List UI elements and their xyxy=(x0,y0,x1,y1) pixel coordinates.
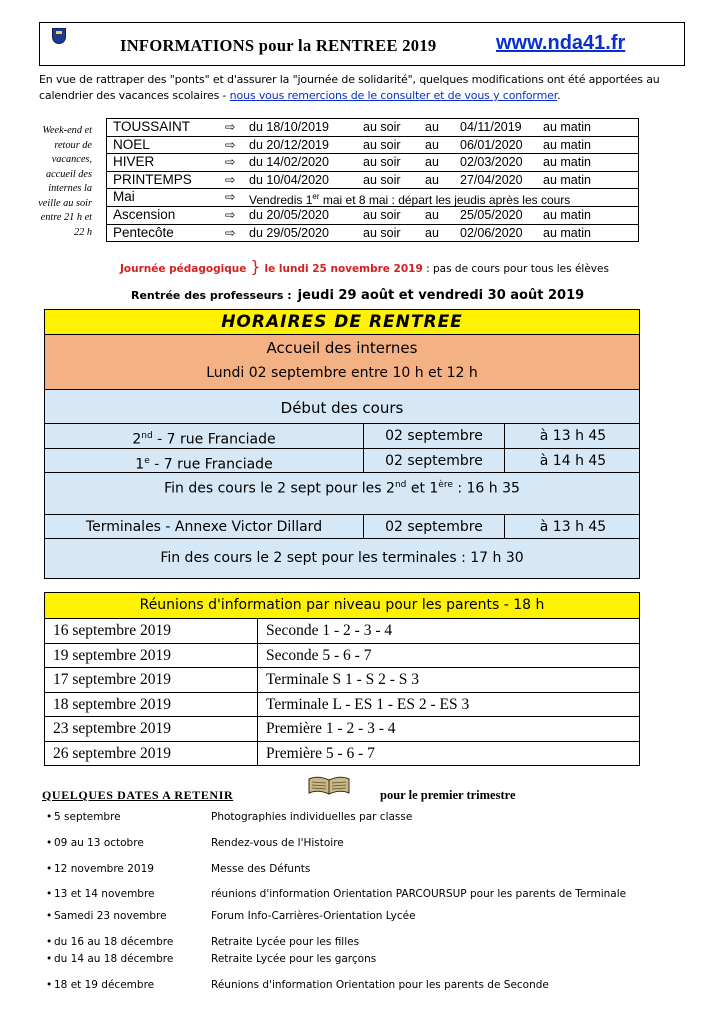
vacation-au: au xyxy=(425,155,439,170)
open-book-icon xyxy=(306,773,352,797)
bullet-icon: • xyxy=(46,863,53,875)
event-date xyxy=(46,953,173,965)
vacation-end: 27/04/2020 xyxy=(460,172,523,187)
vacation-morning: au matin xyxy=(543,225,591,240)
debut-title: Début des cours xyxy=(280,399,404,417)
bullet-icon: • xyxy=(46,837,53,849)
event-desc: Photographies individuelles par classe xyxy=(211,811,413,823)
event-date xyxy=(46,837,144,849)
debut-cours-section xyxy=(45,390,639,578)
vacation-start: du 10/04/2020 xyxy=(249,172,329,187)
event-date-text: 09 au 13 octobre xyxy=(54,837,144,849)
mai-note-sup: er xyxy=(312,192,320,202)
course-level: 2 xyxy=(132,431,142,448)
parents-meetings-table xyxy=(44,592,640,766)
jp-label: Journée pédagogique xyxy=(120,263,247,275)
vacation-evening: au soir xyxy=(363,225,401,240)
horaires-box xyxy=(44,309,640,579)
arrow-right-icon: ⇨ xyxy=(225,172,236,187)
accueil-internes xyxy=(45,335,639,390)
vacation-start: du 18/10/2019 xyxy=(249,120,329,134)
fin1-sup2: ère xyxy=(438,480,453,490)
vacation-morning: au matin xyxy=(543,207,591,222)
bullet-icon: • xyxy=(46,811,53,823)
course-row xyxy=(45,423,639,448)
vacation-end: 04/11/2019 xyxy=(460,120,522,134)
event-desc: Forum Info-Carrières-Orientation Lycée xyxy=(211,910,416,922)
vacation-morning: au matin xyxy=(543,120,591,134)
vacation-morning: au matin xyxy=(543,137,591,152)
table-row xyxy=(45,693,639,718)
table-row xyxy=(45,619,639,644)
rp-label: Rentrée des professeurs : xyxy=(131,289,292,302)
bullet-icon: • xyxy=(46,910,53,922)
meeting-level: Première 5 - 6 - 7 xyxy=(266,744,375,762)
course-level-sup: e xyxy=(144,456,150,466)
vacation-name: PRINTEMPS xyxy=(113,171,192,187)
course-who xyxy=(45,449,364,472)
vacation-name: TOUSSAINT xyxy=(113,119,191,134)
course-time: à 13 h 45 xyxy=(539,519,607,535)
event-desc: Réunions d'information Orientation pour les parents de Seconde xyxy=(211,979,549,991)
arrow-right-icon: ⇨ xyxy=(225,207,236,222)
event-date-text: Samedi 23 novembre xyxy=(54,910,167,922)
accueil-title: Accueil des internes xyxy=(266,339,418,357)
meeting-date: 18 septembre 2019 xyxy=(45,693,258,717)
vacation-end: 02/03/2020 xyxy=(460,155,523,170)
vacation-au: au xyxy=(425,120,439,134)
event-date-text: 13 et 14 novembre xyxy=(54,888,155,900)
bullet-icon: • xyxy=(46,953,53,965)
event-desc: Retraite Lycée pour les filles xyxy=(211,936,360,948)
vacation-au: au xyxy=(425,225,439,240)
bullet-icon: • xyxy=(46,888,53,900)
meeting-date: 26 septembre 2019 xyxy=(45,742,258,767)
vacation-au: au xyxy=(425,172,439,187)
vacation-start: du 20/05/2020 xyxy=(249,207,329,222)
vacation-morning: au matin xyxy=(543,172,591,187)
fin1-c: : 16 h 35 xyxy=(452,480,520,497)
vacation-row xyxy=(107,172,638,190)
event-desc: Rendez-vous de l'Histoire xyxy=(211,837,344,849)
event-date xyxy=(46,863,154,875)
meeting-level: Seconde 1 - 2 - 3 - 4 xyxy=(266,622,393,639)
vacation-evening: au soir xyxy=(363,120,401,134)
vacation-row xyxy=(107,119,638,137)
header-box xyxy=(39,22,685,66)
vacation-end: 06/01/2020 xyxy=(460,137,523,152)
meeting-date: 19 septembre 2019 xyxy=(45,644,258,668)
jp-rest: : pas de cours pour tous les élèves xyxy=(422,263,609,275)
event-date-text: 5 septembre xyxy=(54,811,121,823)
meeting-date: 23 septembre 2019 xyxy=(45,717,258,741)
fin1-sup1: nd xyxy=(394,480,407,490)
vacation-name: NOEL xyxy=(113,136,150,152)
meeting-level: Première 1 - 2 - 3 - 4 xyxy=(266,720,396,737)
dates-title: QUELQUES DATES A RETENIR xyxy=(42,788,234,802)
rp-dates: jeudi 29 août et vendredi 30 août 2019 xyxy=(297,288,585,303)
meeting-date: 16 septembre 2019 xyxy=(45,619,258,643)
fin1-a: Fin des cours le 2 sept pour les 2 xyxy=(164,480,395,497)
course-time: à 14 h 45 xyxy=(539,453,607,469)
vacation-au: au xyxy=(425,137,439,152)
jp-date: le lundi 25 novembre 2019 xyxy=(264,263,423,275)
mai-note xyxy=(249,189,570,209)
arrow-right-icon: ⇨ xyxy=(225,190,236,205)
vacation-evening: au soir xyxy=(363,207,401,222)
rentree-professeurs xyxy=(131,288,584,303)
meeting-level: Terminale L - ES 1 - ES 2 - ES 3 xyxy=(266,695,470,713)
dates-subtitle: pour le premier trimestre xyxy=(380,788,516,802)
vacation-end: 02/06/2020 xyxy=(460,225,523,240)
course-date: 02 septembre xyxy=(364,449,505,472)
website-link[interactable]: www.nda41.fr xyxy=(496,32,626,54)
bullet-icon: • xyxy=(46,936,53,948)
event-desc: Retraite Lycée pour les garçons xyxy=(211,953,377,965)
vacation-row xyxy=(107,137,638,155)
event-desc: réunions d'information Orientation PARCOURSUP pour les parents de Terminale xyxy=(211,888,627,900)
vacation-end: 25/05/2020 xyxy=(460,207,523,222)
event-date xyxy=(46,811,121,823)
vacation-evening: au soir xyxy=(363,137,401,152)
course-level-sup: nd xyxy=(141,431,153,441)
event-date-text: du 14 au 18 décembre xyxy=(54,953,174,965)
page-title: INFORMATIONS pour la RENTREE 2019 xyxy=(120,36,437,55)
accueil-date: Lundi 02 septembre entre 10 h et 12 h xyxy=(206,365,478,381)
arrow-right-icon: ⇨ xyxy=(225,225,236,240)
table-row xyxy=(45,742,639,767)
event-desc: Messe des Défunts xyxy=(211,863,311,875)
mai-note-pre: Vendredis 1 xyxy=(249,193,313,208)
event-date xyxy=(46,979,154,991)
vacation-name: Ascension xyxy=(113,206,176,222)
intro-text: En vue de rattraper des "ponts" et d'assurer la "journée de solidarité", quelques modifications ont été apportées au calendrier des vacances scolaires - xyxy=(39,73,660,102)
table-row xyxy=(45,717,639,742)
course-row-terminales xyxy=(45,514,639,539)
intro-end: . xyxy=(557,89,561,102)
school-crest-icon xyxy=(52,28,66,44)
vacation-evening: au soir xyxy=(363,172,401,187)
meeting-level: Seconde 5 - 6 - 7 xyxy=(266,646,372,664)
course-who: Terminales - Annexe Victor Dillard xyxy=(45,515,364,538)
fin-cours-seconde-premiere xyxy=(45,480,639,497)
vacation-evening: au soir xyxy=(363,155,401,170)
event-date-text: 12 novembre 2019 xyxy=(54,863,154,875)
event-date-text: du 16 au 18 décembre xyxy=(54,936,174,948)
mai-note-post: mai et 8 mai : départ les jeudis après les cours xyxy=(319,193,571,208)
arrow-right-icon: ⇨ xyxy=(225,137,236,152)
vacation-name: HIVER xyxy=(113,154,155,170)
boarding-note: Week-end et retour de vacances, accueil des internes la veille au soir entre 21 h et 22 h xyxy=(38,125,92,238)
fin1-b: et 1 xyxy=(406,480,439,497)
intro-highlight: nous vous remercions de le consulter et de vous y conformer xyxy=(229,89,558,102)
vacation-name: Mai xyxy=(113,189,135,205)
arrow-right-icon: ⇨ xyxy=(225,120,236,134)
vacation-start: du 14/02/2020 xyxy=(249,155,329,170)
vacation-morning: au matin xyxy=(543,155,591,170)
meeting-level: Terminale S 1 - S 2 - S 3 xyxy=(266,671,420,688)
vacation-au: au xyxy=(425,207,439,222)
vacation-row xyxy=(107,154,638,172)
table-row xyxy=(45,644,639,669)
course-time: à 13 h 45 xyxy=(539,428,607,444)
parents-meetings-title: Réunions d'information par niveau pour les parents - 18 h xyxy=(45,593,639,619)
arrow-right-icon: ⇨ xyxy=(225,155,236,170)
vacation-row xyxy=(107,207,638,225)
vacation-table xyxy=(106,118,639,242)
event-date-text: 18 et 19 décembre xyxy=(54,979,155,991)
vacation-start: du 20/12/2019 xyxy=(249,137,329,152)
course-row xyxy=(45,448,639,473)
event-date xyxy=(46,910,167,922)
fin-cours-terminales: Fin des cours le 2 sept pour les terminales : 17 h 30 xyxy=(160,550,524,566)
horaires-title: HORAIRES DE RENTREE xyxy=(45,310,639,335)
vacation-name: Pentecôte xyxy=(113,224,174,240)
table-row xyxy=(45,668,639,693)
course-date: 02 septembre xyxy=(364,515,505,538)
course-level: 1 xyxy=(135,456,145,473)
bullet-icon: • xyxy=(46,979,53,991)
course-who xyxy=(45,424,364,448)
meeting-date: 17 septembre 2019 xyxy=(45,668,258,692)
brace-icon: } xyxy=(250,257,261,276)
course-location: - 7 rue Franciade xyxy=(152,431,276,448)
vacation-start: du 29/05/2020 xyxy=(249,225,329,240)
course-date: 02 septembre xyxy=(364,424,505,448)
vacation-row-mai xyxy=(107,189,638,207)
journee-pedagogique xyxy=(120,257,609,276)
course-location: - 7 rue Franciade xyxy=(149,456,273,473)
intro-paragraph xyxy=(39,72,689,104)
event-date xyxy=(46,888,155,900)
vacation-row xyxy=(107,225,638,243)
event-date xyxy=(46,936,173,948)
